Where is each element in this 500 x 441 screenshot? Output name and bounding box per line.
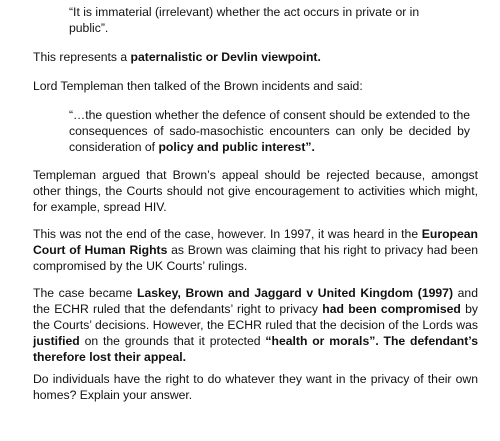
laskey-mid-3: on the grounds that it protected: [79, 334, 266, 348]
templeman-argument-text: Templeman argued that Brown’s appeal should be rejected because, amongst other things, the Courts should not give encouragement to activities which might, for example, spread HIV.: [33, 168, 478, 214]
laskey-health-morals: “health or morals”. The defendant’s therefore lost their appeal.: [33, 334, 478, 364]
quote-line-1: “It is immaterial (irrelevant) whether the act occurs in private or in: [69, 5, 420, 19]
templeman-quote-text: “…the question whether the defence of consent should be extended to the consequences of sado-masochistic encounters can only be decided by consideration of: [69, 108, 470, 154]
templeman-quote-bold: policy and public interest”.: [158, 140, 315, 154]
laskey-mid-1: and the ECHR ruled that the defendants’ right to privacy: [33, 286, 478, 316]
echr-post: as Brown was claiming that his right to privacy had been compromised by the UK Courts’ rulings.: [33, 243, 478, 273]
paragraph-echr: [33, 226, 478, 274]
paragraph-laskey-case: [33, 285, 478, 365]
laskey-justified: justified: [33, 334, 80, 348]
templeman-intro-text: Lord Templeman then talked of the Brown incidents and said:: [33, 79, 363, 93]
paragraph-templeman-intro: [33, 78, 478, 94]
quote-line-2: public”.: [69, 21, 109, 35]
echr-pre: This was not the end of the case, however. In 1997, it was heard in the: [33, 227, 422, 241]
echr-bold: European Court of Human Rights: [33, 227, 478, 257]
paragraph-viewpoint: [33, 49, 478, 65]
laskey-mid-2: by the Courts’ decisions. However, the ECHR ruled that the decision of the Lords was: [33, 302, 478, 332]
paragraph-question: [33, 371, 478, 403]
question-text: Do individuals have the right to do whatever they want in the privacy of their own homes? Explain your answer.: [33, 372, 478, 402]
viewpoint-bold: paternalistic or Devlin viewpoint.: [130, 50, 321, 64]
laskey-pre: The case became: [33, 286, 138, 300]
quote-templeman: [33, 107, 478, 155]
laskey-compromised: had been compromised: [322, 302, 461, 316]
quote-immaterial: [33, 4, 478, 36]
laskey-case-name: Laskey, Brown and Jaggard v United Kingdom (1997): [137, 286, 454, 300]
paragraph-templeman-argument: [33, 167, 478, 215]
viewpoint-text: This represents a: [33, 50, 131, 64]
